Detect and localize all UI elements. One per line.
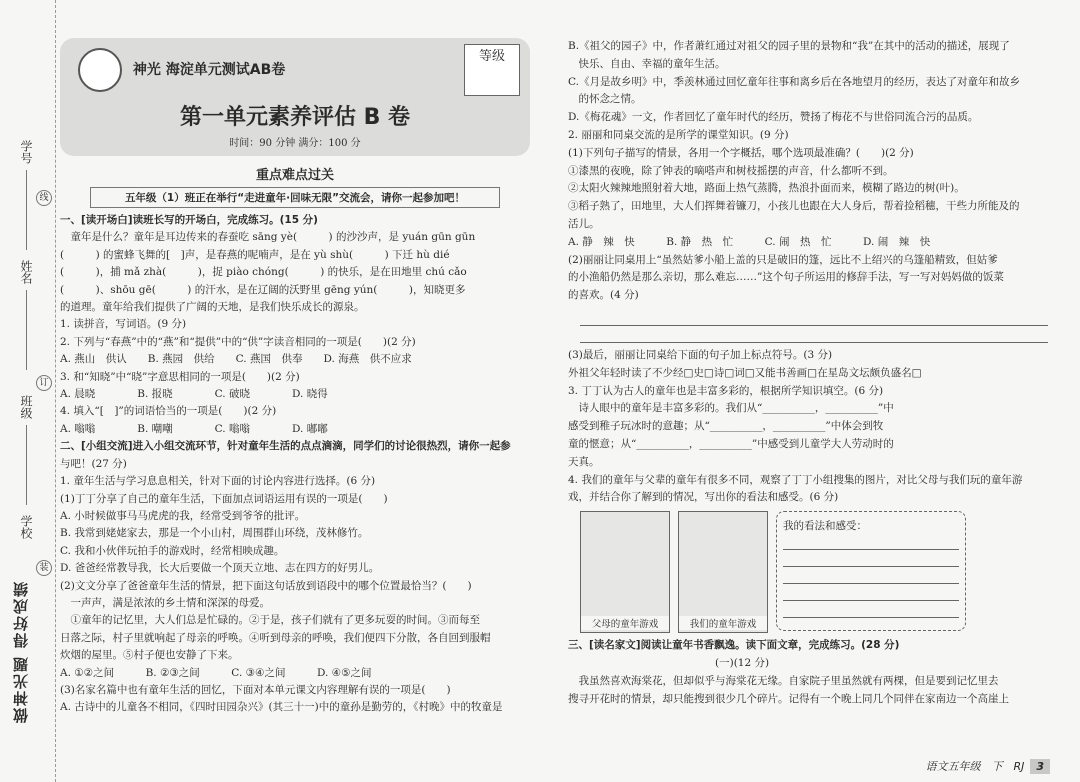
left-column xyxy=(60,38,530,717)
footer-label: 语文五年级 下 RJ xyxy=(925,760,1025,773)
text-line: 的小渔船仍然是那么亲切，那么难忘……”这个句子所运用的修辞手法，写一写对妈妈做的饭菜 xyxy=(568,271,1004,284)
text-line: 三、[读名家文]阅读让童年书香飘逸。读下面文章，完成练习。(28 分) xyxy=(568,639,900,652)
text-line: A. 燕山 供认 B. 燕园 供给 C. 燕国 供奉 D. 海燕 供不应求 xyxy=(60,353,412,366)
answer-lines[interactable] xyxy=(580,309,1048,343)
title-banner xyxy=(60,38,530,156)
text-line: (1)丁丁分享了自己的童年生活，下面加点词语运用有误的一项是( ) xyxy=(60,492,388,505)
spine-mark: 订 xyxy=(36,375,52,391)
text-line: ( ) 的蜜蜂飞舞的[ ]声，是春燕的呢喃声，是在 yù shù( ) 下迁 hù dié xyxy=(60,248,450,261)
text-line: (3)最后，丽丽让同桌给下面的句子加上标点符号。(3 分) xyxy=(568,348,833,361)
answer-line[interactable] xyxy=(783,533,959,550)
brand xyxy=(78,48,285,92)
answer-line[interactable] xyxy=(783,550,959,567)
grade-label: 等级 xyxy=(478,49,505,64)
text-line: 诗人眼中的童年是丰富多彩的。我们从“__________，__________”中 xyxy=(568,402,894,415)
text-line: ①童年的记忆里，大人们总是忙碌的。②于是，孩子们就有了更多玩耍的时间。③而每至 xyxy=(60,614,480,627)
text-line: 搜寻开花时的情景，却只能搜到很少几个碎片。记得有一个晚上同几个同伴在家南边一个高崖上 xyxy=(568,692,1009,705)
text-line: D.《梅花魂》一文，作者回忆了童年时代的经历，赞扬了梅花不与世俗同流合污的品质。 xyxy=(568,111,979,124)
text-line: 1. 读拼音，写词语。(9 分) xyxy=(60,318,187,331)
right-column xyxy=(568,38,1048,708)
text-line: 活儿。 xyxy=(568,217,600,230)
text-line: A. ①②之间 B. ②③之间 C. ③④之间 D. ④⑤之间 xyxy=(60,666,372,679)
text-line: ( )，捕 mǎ zhà( )，捉 piào chóng( ) 的快乐，是在田地里 chú cǎo xyxy=(60,266,467,279)
text-line: C.《月是故乡明》中，季羡林通过回忆童年往事和离乡后在各地望月的经历，表达了对童年和故乡 xyxy=(568,75,1020,88)
parents-games-picture xyxy=(580,511,670,633)
picture-caption: 我们的童年游戏 xyxy=(679,616,767,630)
text-line: 感受到稚子玩冰时的意趣；从“__________，__________”中体会到牧 xyxy=(568,420,884,433)
text-line: 外祖父年轻时读了不少经□史□诗□词□又能书善画□在星岛文坛颇负盛名□ xyxy=(568,366,922,379)
spine-label-school: 学校 xyxy=(19,515,33,539)
text-line: A. 嗡嗡 B. 嘲嘲 C. 嗡嗡 D. 嘟嘟 xyxy=(60,422,328,435)
text-line: B. 我常到姥姥家去，那是一个小山村，周围群山环绕，茂林修竹。 xyxy=(60,527,369,540)
spine-slogan: 做神光题 得好成绩 xyxy=(12,580,30,724)
text-line: 炊烟的屋里。⑤村子便也安静了下来。 xyxy=(60,649,239,662)
brand-name: 海淀单元测试AB卷 xyxy=(165,62,286,78)
spine-label-name: 姓名 xyxy=(19,260,33,284)
text-line: ②太阳火辣辣地照射着大地，路面上热气蒸腾，热浪扑面而来，模糊了路边的树(叶)。 xyxy=(568,182,965,195)
page-footer xyxy=(925,758,1050,774)
text-line: (2)丽丽让同桌用上“虽然姑爹小船上盖的只是破旧的篷，远比不上绍兴的乌篷船精致，但姑爹 xyxy=(568,253,998,266)
text-line: 4. 我们的童年与父辈的童年有很多不同，观察了丁丁小组搜集的图片，对比父母与我们玩的童年游 xyxy=(568,473,1023,486)
left-question-text xyxy=(60,212,530,717)
text-line: 2. 下列与“春燕”中的“燕”和“提供”中的“供”字读音相同的一项是( )(2 分) xyxy=(60,335,416,348)
page-number: 3 xyxy=(1030,759,1050,774)
text-line: 童的惬意；从“__________，__________”中感受到儿童学大人劳动时的 xyxy=(568,437,894,450)
text-line: ③稻子熟了，田地里，大人们挥舞着镰刀，小孩儿也跟在大人身后，帮着捡稻穗，干些力所能及的 xyxy=(568,200,1020,213)
text-line: 快乐、自由、幸福的童年生活。 xyxy=(568,57,726,70)
text-line: A. 晨晓 B. 报晓 C. 破晓 D. 晓得 xyxy=(60,388,328,401)
answer-line[interactable] xyxy=(580,326,1048,343)
text-line: 一声声，满是浓浓的乡土情和深深的母爱。 xyxy=(60,596,270,609)
text-line: ①漆黑的夜晚，除了钟表的嘀嗒声和树枝摇摆的声音，什么都听不到。 xyxy=(568,164,894,177)
text-line: ( )、shōu gē( ) 的汗水，是在辽阔的沃野里 gēng yún( )，知晓更多 xyxy=(60,283,466,296)
text-line: 3. 和“知晓”中“晓”字意思相同的一项是( )(2 分) xyxy=(60,370,300,383)
spine-line xyxy=(26,290,27,370)
text-line: 4. 填入“[ ]”的词语恰当的一项是( )(2 分) xyxy=(60,405,277,418)
text-line: 的怀念之情。 xyxy=(568,93,642,106)
grade-box[interactable] xyxy=(464,44,520,96)
text-line: 2. 丽丽和同桌交流的是所学的课堂知识。(9 分) xyxy=(568,128,789,141)
text-line: 1. 童年生活与学习息息相关，针对下面的讨论内容进行选择。(6 分) xyxy=(60,475,376,488)
exam-title: 第一单元素养评估 B 卷 xyxy=(179,105,411,130)
right-question-text xyxy=(568,347,1048,507)
our-games-picture xyxy=(678,511,768,633)
section-heading: 重点难点过关 xyxy=(255,168,334,183)
text-line: 我虽然喜欢海棠花，但却似乎与海棠花无缘。自家院子里虽然就有两棵，但是要到记忆里去 xyxy=(568,674,999,687)
thoughts-label: 我的看法和感受： xyxy=(783,520,867,533)
text-line: 3. 丁丁认为古人的童年也是丰富多彩的，根据所学知识填空。(6 分) xyxy=(568,384,884,397)
text-line: 一、[读开场白]读班长写的开场白，完成练习。(15 分) xyxy=(60,214,318,226)
text-line: 的喜欢。(4 分) xyxy=(568,289,639,302)
text-line: (1)下列句子描写的情景，各用一个字概括，哪个选项最准确？( )(2 分) xyxy=(568,146,914,159)
text-line: C. 我和小伙伴玩拍手的游戏时，经常相映成趣。 xyxy=(60,544,285,557)
text-line: 天真。 xyxy=(568,455,600,468)
text-line: A. 小时候做事马马虎虎的我，经常受到爷爷的批评。 xyxy=(60,509,306,522)
picture-caption: 父母的童年游戏 xyxy=(581,616,669,630)
publisher-logo-icon xyxy=(78,48,122,92)
text-line: D. 爸爸经常教导我，长大后要做一个顶天立地、志在四方的好男儿。 xyxy=(60,562,380,575)
picture-row xyxy=(580,511,1048,635)
spine-line xyxy=(26,425,27,505)
right-question-text xyxy=(568,637,1048,708)
answer-line[interactable] xyxy=(580,309,1048,326)
text-line: B.《祖父的园子》中，作者萧红通过对祖父的园子里的景物和“我”在其中的活动的描述，展现了 xyxy=(568,40,1010,52)
right-question-text xyxy=(568,38,1048,305)
text-line: 二、[小组交流]进入小组交流环节，针对童年生活的点点滴滴，同学们的讨论很热烈，请你一起参 xyxy=(60,440,511,453)
text-line: 的道理。童年给我们提供了广阔的天地，是我们快乐成长的源泉。 xyxy=(60,301,365,314)
answer-line[interactable] xyxy=(783,601,959,618)
text-line: (一)(12 分) xyxy=(568,656,770,669)
spine-label-id: 学号 xyxy=(19,140,33,164)
text-line: 戏，并结合你了解到的情况，写出你的看法和感受。(6 分) xyxy=(568,491,839,504)
brand-script: 神光 xyxy=(132,62,161,78)
spine-label-class: 班级 xyxy=(19,395,33,419)
text-line: 日落之际，村子里就响起了母亲的呼唤。④听到母亲的呼唤，我们便四下分散，各自回到服帽 xyxy=(60,631,491,644)
spine-line xyxy=(26,170,27,250)
binding-spine xyxy=(0,0,56,782)
text-line: (3)名家名篇中也有童年生活的回忆，下面对本单元课文内容理解有误的一项是( ) xyxy=(60,683,451,696)
text-line: (2)文文分享了爸爸童年生活的情景，把下面这句话放到语段中的哪个位置最恰当？( ) xyxy=(60,579,472,592)
answer-line[interactable] xyxy=(783,567,959,584)
text-line: 童年是什么？童年是耳边传来的春蚕吃 sāng yè( ) 的沙沙声，是 yuán gūn gūn xyxy=(60,231,476,244)
spine-mark: 线 xyxy=(36,190,52,206)
spine-mark: 装 xyxy=(36,560,52,576)
intro-box: 五年级（1）班正在举行“走进童年·回味无限”交流会，请你一起参加吧！ xyxy=(90,187,500,208)
text-line: A. 静 辣 快 B. 静 热 忙 C. 闹 热 忙 D. 闹 辣 快 xyxy=(568,235,931,248)
thoughts-box[interactable] xyxy=(776,511,966,631)
text-line: 与吧！(27 分) xyxy=(60,457,127,470)
answer-line[interactable] xyxy=(783,584,959,601)
text-line: A. 古诗中的儿童各不相同，《四时田园杂兴》(其三十一)中的童孙是勤劳的，《村晚》中的牧童是 xyxy=(60,701,503,714)
exam-meta: 时间：90 分钟 满分：100 分 xyxy=(229,138,361,149)
